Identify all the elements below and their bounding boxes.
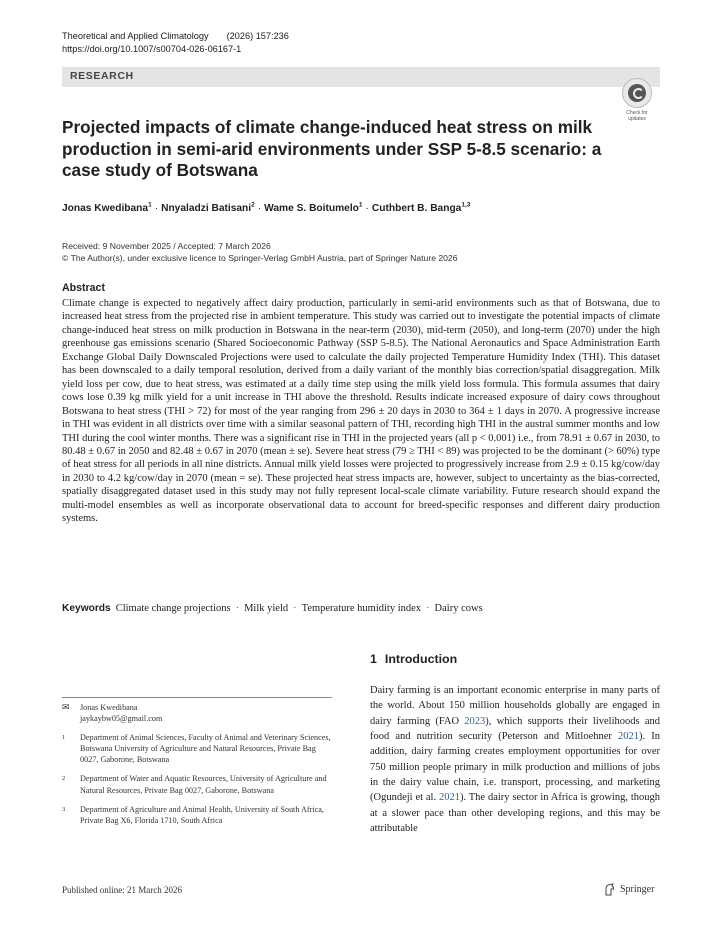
intro-text-4: ). The dairy sector in Africa is growing, though at a slower pace than other developing regions, and this may be attributable [370,792,660,835]
journal-header [62,30,462,56]
check-for-updates-icon [622,78,652,108]
citation-link[interactable]: 2023 [464,715,486,727]
section-title: Introduction [384,652,458,666]
author-name[interactable]: Nnyaladzi Batisani$^2$ [161,202,255,215]
keyword: Dairy cows [434,603,483,614]
section-heading-introduction [370,652,457,666]
affiliation-item [62,804,332,826]
keyword-separator: · [235,603,240,614]
affiliation-text: Department of Agriculture and Animal Health, University of South Africa, Private Bag X6, Florida 1710, South Africa [80,804,324,825]
author-name[interactable]: Cuthbert B. Banga$^{1,3}$ [371,202,471,215]
keywords-list [116,603,483,614]
intro-text-1: Dairy farming is an important economic enterprise in many parts of the world. About 150 million households globally are engaged in dairy farming (FAO [370,685,660,727]
journal-volume: (2026) 157:236 [226,31,289,41]
citation-link[interactable]: 2021 [438,792,460,804]
affiliation-text: Department of Water and Aquatic Resources, University of Agriculture and Natural Resources, Private Bag 0027, Gaborone, Botswana [80,774,327,795]
intro-text-3: ). In addition, dairy farming creates employment opportunities for over 750 million people primary in milk production and millions of jobs in the dairy value chain, i.e. transport, processing, and marketing (Ogundeji et al. [370,731,660,804]
keyword: Milk yield [244,603,289,614]
keywords-label: Keywords [62,603,111,614]
received-accepted: Received: 9 November 2025 / Accepted: 7 March 2026 [62,241,271,251]
doi-link[interactable]: https://doi.org/10.1007/s00704-026-06167-1 [62,44,242,54]
article-dates [62,240,457,264]
keyword-separator: · [426,603,430,614]
author-name[interactable]: Wame S. Boitumelo$^1$ [264,202,363,215]
contact-name: Jonas Kwedibana [80,703,138,712]
contact-email[interactable]: jaykaybw05@gmail.com [80,714,163,724]
section-label: RESEARCH [70,70,134,82]
copyright-line: © The Author(s), under exclusive licence to Springer-Verlag GmbH Austria, part of Springer Nature 2026 [62,253,458,263]
author-name[interactable]: Jonas Kwedibana$^1$ [62,202,152,215]
introduction-paragraph [370,683,660,836]
section-label-bar [62,67,660,87]
author-affiliation-mark: 1 [148,202,152,209]
corresponding-author [62,702,332,724]
affiliation-mark: 1 [62,734,66,742]
affiliation-mark: 3 [62,805,66,813]
publisher-name: Springer [620,884,655,895]
affiliation-text: Department of Animal Sciences, Faculty of Animal and Veterinary Sciences, Botswana University of Agriculture and Natural Resources, Private Bag 0027, Gaborone, Botswana [80,733,331,765]
check-for-updates-badge[interactable] [620,78,654,122]
section-number: 1 [370,652,377,666]
journal-name: Theoretical and Applied Climatology [62,31,209,41]
keyword: Temperature humidity index [301,603,422,614]
abstract-heading: Abstract [62,282,105,294]
keywords [62,603,660,614]
affiliation-item [62,773,332,795]
publisher-logo [604,883,654,896]
keyword-separator: · [293,603,297,614]
intro-text-2: ), which supports their livelihoods and food and nutrition security (Peterson and Mitloehner [370,715,660,743]
author-separator: · [257,203,262,215]
author-affiliation-mark: 1,3 [461,202,471,209]
author-affiliation-mark: 1 [358,202,363,209]
affiliation-item [62,732,332,765]
footnotes [62,697,332,834]
article-title: Projected impacts of climate change-induced heat stress on milk production in semi-arid environments under SSP 5-8.5 scenario: a case study of Botswana [62,117,602,180]
published-online: Published online: 21 March 2026 [62,885,182,895]
envelope-icon: ✉ [62,702,70,712]
keyword: Climate change projections [115,603,231,614]
citation-link[interactable]: 2021 [618,731,640,743]
check-for-updates-text: Check for updates [626,110,648,122]
abstract-text: Climate change is expected to negatively affect dairy production, particularly in semi-arid environments such as that of Botswana, due to increased heat stress from the projected rise in ambient temperature. This study was carried out to investigate the potential impacts of climate change-induced heat stress on milk production in Botswana in the near-term (2030), mid-term (2050), and long-term (2070) under the high greenhouse gas emissions scenario (Shared Socioeconomic Pathway (SSP 5-8.5). The National Aeronautics and Space Administration Earth Exchange Global Daily Downscaled Projections were used to calculate the daily projected Temperature Humidity Index (THI). This dataset has been downscaled to a daily temporal resolution, derived from a daily variant of the monthly bias correction/spatial disaggregation. Milk yield loss per cow, due to heat stress, was estimated at a daily time step using the milk yield loss formula. This formula assumes that dairy cows lose 0.39 kg milk yield for a unit increase in THI above the threshold. Results indicate increased exposure of dairy cows throughout Botswana to heat stress (THI > 72) for most of the year ranging from 296 ± 20 days in 2030 to 364 ± 1 days in 2070. A progressive increase in THI was evident in all districts over time with a similar seasonal pattern of THI, recording high THI in the austral summer months and low THI during the cool winter months. There was a significant rise in THI in the projected years (all p < 0.001) i.e., from 78.91 ± 0.67 in 2030, to 80.48 ± 0.67 in 2050 and 82.48 ± 0.67 in 2070 (mean ± se). Severe heat stress (79 ≥ THI < 89) was projected to be the dominant (> 60%) type of heat stress for all periods in all nine districts. Annual milk yield losses were projected to progressively increase from 2.9 ± 0.15 kg/cow/day in 2030 to 4.2 kg/cow/day in 2070 (mean = se). These projected heat stress impacts are, however, subject to uncertainty as the bias-corrected, spatially disaggregated dataset used in this study may not fully represent local-scale climate variability. Future research should expand the multi-model ensembles as well as incorporate observational data to account for breed-specific responses and different dairy production systems. [62,298,660,525]
author-list [62,202,660,214]
author-separator: · [365,203,369,215]
springer-horse-icon [604,883,616,896]
author-separator: · [154,203,159,215]
affiliation-mark: 2 [62,775,66,783]
author-affiliation-mark: 2 [251,202,255,209]
